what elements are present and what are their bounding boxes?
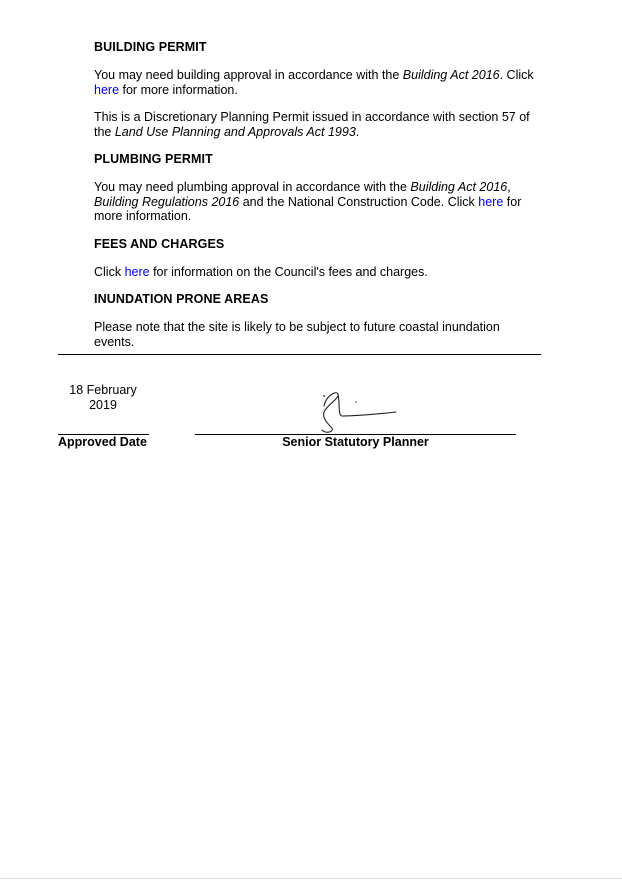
regulations-name: Building Regulations 2016	[94, 194, 240, 209]
permit-conditions	[94, 40, 534, 362]
text-run: ,	[507, 180, 511, 194]
date-year: 2019	[89, 397, 117, 412]
inundation-paragraph: Please note that the site is likely to be subject to future coastal inundation events.	[94, 320, 500, 349]
text-run: This is a Discretionary Planning Permit issued in accordance with section 57 of the	[94, 110, 530, 139]
signature-dot	[323, 395, 325, 397]
text-run: for information on the Council's fees and charges.	[149, 264, 428, 279]
building-permit-heading: BUILDING PERMIT	[94, 40, 207, 54]
plumbing-permit-paragraph	[94, 180, 534, 224]
building-permit-paragraph	[94, 68, 534, 97]
text-run: You may need building approval in accordance with the	[94, 68, 403, 82]
act-name: Building Act 2016	[402, 68, 500, 82]
signature-image	[312, 386, 402, 436]
text-run: for more information.	[119, 82, 238, 97]
inundation-heading: INUNDATION PRONE AREAS	[94, 292, 269, 306]
signature-stroke	[322, 393, 396, 432]
plumbing-permit-heading: PLUMBING PERMIT	[94, 152, 213, 166]
discretionary-permit-paragraph	[94, 110, 534, 139]
text-run: . Click	[499, 68, 534, 82]
page-edge	[0, 878, 622, 879]
text-run: Click	[94, 264, 125, 279]
plumbing-info-link[interactable]: here	[478, 194, 504, 209]
approved-date-value	[68, 383, 138, 412]
text-run: .	[355, 124, 360, 139]
fees-heading: FEES AND CHARGES	[94, 236, 225, 251]
approved-date-label: Approved Date	[58, 435, 147, 449]
fees-paragraph	[94, 265, 534, 280]
text-run: You may need plumbing approval in accordance with the	[94, 180, 411, 194]
text-run: and the National Construction Code. Click	[239, 194, 479, 209]
act-name: Land Use Planning and Approvals Act 1993	[114, 124, 356, 139]
text-run: for more information.	[94, 194, 522, 223]
fees-info-link[interactable]: here	[124, 264, 150, 279]
date-day-month: 18 February	[69, 383, 137, 397]
building-info-link[interactable]: here	[94, 82, 120, 97]
signature-dot	[355, 401, 356, 402]
signatory-title: Senior Statutory Planner	[282, 435, 429, 449]
section-divider	[58, 354, 541, 355]
act-name: Building Act 2016	[410, 180, 508, 194]
